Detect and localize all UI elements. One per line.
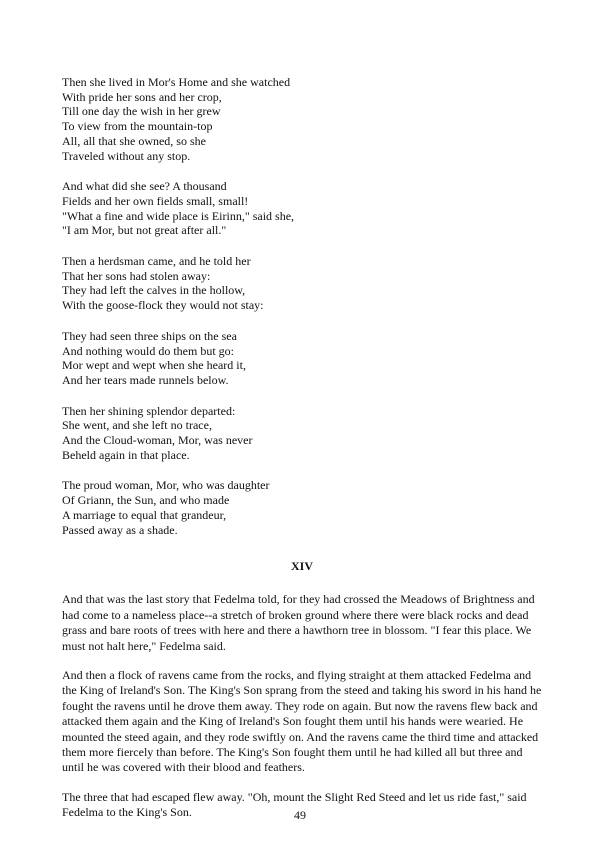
stanza — [62, 478, 542, 537]
stanza — [62, 404, 542, 463]
page-number: 49 — [294, 808, 306, 822]
poem-line: "I am Mor, but not great after all." — [62, 223, 227, 238]
poem-line: "What a fine and wide place is Eirinn," said she, — [62, 208, 295, 223]
poem-line: Mor wept and wept when she heard it, — [62, 358, 246, 373]
chapter-heading: XIV — [290, 559, 313, 574]
poem-line: And nothing would do them but go: — [62, 343, 234, 358]
poem-line: All, all that she owned, so she — [62, 133, 206, 148]
poem-line: Of Griann, the Sun, and who made — [62, 493, 230, 508]
paragraph: And then a flock of ravens came from the rocks, and flying straight at them attacked Fedelma and the King of Ireland's Son. The King's Son sprang from the steed and taking his sword in his hand he fought the ravens until he drove them away. They rode on again. But now the ravens flew back and attacked them again and the King of Ireland's Son fought them until his hands were wearied. He mounted the steed again, and they rode swiftly on. And the ravens came the third time and attacked them more fiercely than before. The King's Son fought them until he had killed all but three and until he was covered with their blood and feathers. — [62, 667, 542, 775]
poem-line: With pride her sons and her crop, — [62, 89, 222, 104]
poem-line: She went, and she left no trace, — [62, 418, 212, 433]
poem — [62, 75, 542, 537]
poem-line: They had left the calves in the hollow, — [62, 283, 246, 298]
poem-line: Then she lived in Mor's Home and she watched — [62, 75, 291, 89]
poem-line: And her tears made runnels below. — [62, 372, 229, 387]
poem-line: Beheld again in that place. — [62, 447, 190, 462]
poem-line: To view from the mountain-top — [62, 119, 213, 134]
poem-line: Till one day the wish in her grew — [62, 104, 221, 119]
poem-line: That her sons had stolen away: — [62, 268, 211, 283]
poem-line: Fields and her own fields small, small! — [62, 193, 249, 208]
stanza — [62, 329, 542, 388]
poem-line: Then a herdsman came, and he told her — [62, 254, 251, 269]
poem-line: Then her shining splendor departed: — [62, 403, 236, 418]
poem-line: And the Cloud-woman, Mor, was never — [62, 433, 253, 448]
poem-line: The proud woman, Mor, who was daughter — [62, 478, 270, 493]
prose — [62, 592, 542, 820]
poem-line: With the goose-flock they would not stay: — [62, 298, 264, 313]
poem-line: Passed away as a shade. — [62, 522, 178, 537]
stanza — [62, 254, 542, 313]
page-content — [62, 75, 542, 835]
stanza — [62, 75, 542, 163]
paragraph: The three that had escaped flew away. "Oh, mount the Slight Red Steed and let us ride fast," said Fedelma to the King's Son. — [62, 789, 527, 820]
paragraph: And that was the last story that Fedelma told, for they had crossed the Meadows of Brightness and had come to a nameless place--a stretch of broken ground where there were black rocks and dead grass and bare roots of trees with here and there a hawthorn tree in blossom. "I fear this place. We must not halt here," Fedelma said. — [62, 592, 535, 653]
poem-line: A marriage to equal that grandeur, — [62, 507, 227, 522]
poem-line: And what did she see? A thousand — [62, 179, 227, 194]
stanza — [62, 179, 542, 238]
poem-line: They had seen three ships on the sea — [62, 328, 237, 343]
poem-line: Traveled without any stop. — [62, 148, 191, 163]
